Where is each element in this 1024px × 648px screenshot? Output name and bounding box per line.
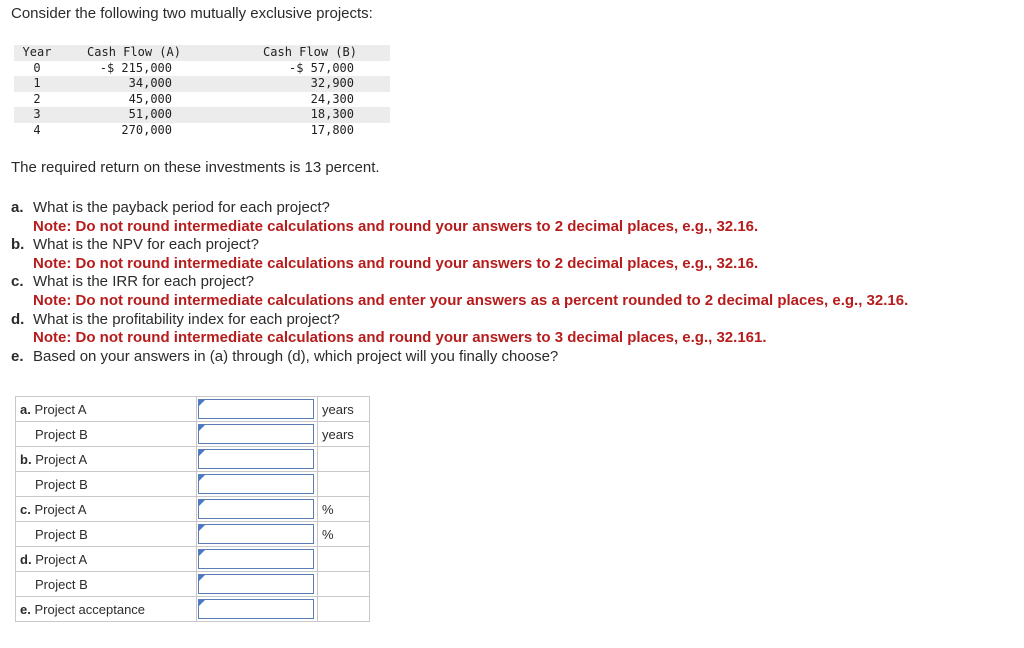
year-cell: 4 xyxy=(33,122,41,137)
project-label: Project B xyxy=(35,426,88,442)
gap-cell xyxy=(190,76,230,92)
question-text: What is the IRR for each project? xyxy=(33,273,254,291)
question-letter: e. xyxy=(11,347,24,365)
payback-b-input[interactable] xyxy=(198,424,314,444)
cash-flow-row xyxy=(14,76,390,92)
answer-row-b-project-b xyxy=(16,472,370,497)
part-prefix: c. xyxy=(20,501,31,517)
year-cell: 2 xyxy=(33,91,41,106)
question-note: Note: Do not round intermediate calculations and enter your answers as a percent rounded to 2 decimal places, e.g., 32.16. xyxy=(33,291,909,309)
answer-label xyxy=(16,547,197,572)
irr-a-input[interactable] xyxy=(198,499,314,519)
irr-b-input[interactable] xyxy=(198,524,314,544)
payback-a-input[interactable] xyxy=(198,399,314,419)
question-item xyxy=(11,236,908,255)
cash-flow-row xyxy=(14,107,390,123)
cash-flow-header-row xyxy=(14,45,390,61)
cash-flow-a-cell: 270,000 xyxy=(121,122,172,137)
unit-label xyxy=(318,597,370,622)
header-gap xyxy=(60,45,78,61)
question-item xyxy=(11,311,908,330)
answer-label xyxy=(16,397,197,422)
gap-cell xyxy=(60,107,78,123)
part-prefix: e. xyxy=(20,601,31,617)
year-cell: 0 xyxy=(33,60,41,75)
gap-cell xyxy=(190,107,230,123)
cash-flow-b-cell: 32,900 xyxy=(230,76,390,92)
cash-flow-a-cell: 34,000 xyxy=(78,76,190,92)
answer-cell xyxy=(197,447,318,472)
question-letter: c. xyxy=(11,273,24,291)
part-prefix: d. xyxy=(20,551,32,567)
project-label: Project A xyxy=(34,501,87,517)
answer-label xyxy=(16,497,197,522)
project-label: Project A xyxy=(34,401,87,417)
gap-cell xyxy=(190,61,230,77)
question-list xyxy=(11,199,908,366)
gap-cell xyxy=(60,76,78,92)
project-label: Project A xyxy=(35,551,88,567)
answer-row-d-project-a xyxy=(16,547,370,572)
year-cell: 1 xyxy=(14,76,60,92)
answer-cell xyxy=(197,597,318,622)
cash-flow-row xyxy=(14,123,390,139)
answer-label xyxy=(16,447,197,472)
project-acceptance-select[interactable] xyxy=(198,599,314,619)
unit-label: % xyxy=(318,522,370,547)
pi-a-input[interactable] xyxy=(198,549,314,569)
gap-cell xyxy=(190,92,230,108)
answer-label xyxy=(16,422,197,447)
answer-cell xyxy=(197,397,318,422)
answer-cell xyxy=(197,547,318,572)
answer-row-a-project-b xyxy=(16,422,370,447)
problem-intro: Consider the following two mutually exclusive projects: xyxy=(11,5,373,22)
project-label: Project B xyxy=(35,526,88,542)
project-label: Project B xyxy=(35,576,88,592)
cash-flow-a-cell: -$ 215,000 xyxy=(99,60,172,75)
answer-label xyxy=(16,597,197,622)
answer-row-c-project-a xyxy=(16,497,370,522)
answer-label xyxy=(16,572,197,597)
npv-a-input[interactable] xyxy=(198,449,314,469)
question-item xyxy=(11,199,908,218)
project-label: Project B xyxy=(35,476,88,492)
cash-flow-b-cell: 18,300 xyxy=(230,107,390,123)
gap-cell xyxy=(60,61,78,77)
cash-flow-a-cell: 45,000 xyxy=(128,91,172,106)
unit-label: years xyxy=(318,422,370,447)
question-text: What is the profitability index for each project? xyxy=(33,310,340,328)
gap-cell xyxy=(60,92,78,108)
cash-flow-row xyxy=(14,61,390,77)
unit-label xyxy=(318,472,370,497)
answer-row-e-project-acceptance xyxy=(16,597,370,622)
cash-flow-b-cell: 17,800 xyxy=(310,122,354,137)
unit-label: years xyxy=(318,397,370,422)
pi-b-input[interactable] xyxy=(198,574,314,594)
unit-label: % xyxy=(318,497,370,522)
answer-label xyxy=(16,522,197,547)
header-cash-flow-b: Cash Flow (B) xyxy=(230,45,390,61)
answer-label xyxy=(16,472,197,497)
question-letter: b. xyxy=(11,236,25,254)
answer-cell xyxy=(197,572,318,597)
header-year: Year xyxy=(14,45,60,61)
answer-cell xyxy=(197,472,318,497)
cash-flow-row xyxy=(14,92,390,108)
gap-cell xyxy=(190,123,230,139)
cash-flow-b-cell: -$ 57,000 xyxy=(288,60,354,75)
question-note: Note: Do not round intermediate calculations and round your answers to 3 decimal places, e.g., 32.161. xyxy=(33,329,767,347)
answer-cell xyxy=(197,422,318,447)
question-note: Note: Do not round intermediate calculations and round your answers to 2 decimal places, e.g., 32.16. xyxy=(33,254,759,272)
question-text: Based on your answers in (a) through (d), which project will you finally choose? xyxy=(33,347,559,365)
cash-flow-a-cell: 51,000 xyxy=(78,107,190,123)
year-cell: 3 xyxy=(14,107,60,123)
part-prefix: b. xyxy=(20,451,32,467)
cash-flow-b-cell: 24,300 xyxy=(310,91,354,106)
unit-label xyxy=(318,447,370,472)
question-letter: a. xyxy=(11,199,24,216)
answer-row-d-project-b xyxy=(16,572,370,597)
gap-cell xyxy=(60,123,78,139)
cash-flow-table xyxy=(14,45,390,139)
project-label: Project A xyxy=(35,451,88,467)
header-cash-flow-a: Cash Flow (A) xyxy=(78,45,190,61)
question-note: Note: Do not round intermediate calculations and round your answers to 2 decimal places, e.g., 32.16. xyxy=(33,217,759,235)
unit-label xyxy=(318,572,370,597)
question-text: What is the payback period for each project? xyxy=(33,199,330,216)
npv-b-input[interactable] xyxy=(198,474,314,494)
unit-label xyxy=(318,547,370,572)
answer-row-a-project-a xyxy=(16,397,370,422)
answer-row-b-project-a xyxy=(16,447,370,472)
answer-row-c-project-b xyxy=(16,522,370,547)
question-text: What is the NPV for each project? xyxy=(33,236,259,254)
answer-cell xyxy=(197,497,318,522)
header-gap xyxy=(190,45,230,61)
question-item xyxy=(11,348,908,367)
project-label: Project acceptance xyxy=(34,601,146,617)
answer-table xyxy=(15,396,370,622)
question-item xyxy=(11,273,908,292)
answer-cell xyxy=(197,522,318,547)
question-letter: d. xyxy=(11,310,25,328)
required-return-text: The required return on these investments is 13 percent. xyxy=(11,159,380,176)
part-prefix: a. xyxy=(20,401,31,417)
